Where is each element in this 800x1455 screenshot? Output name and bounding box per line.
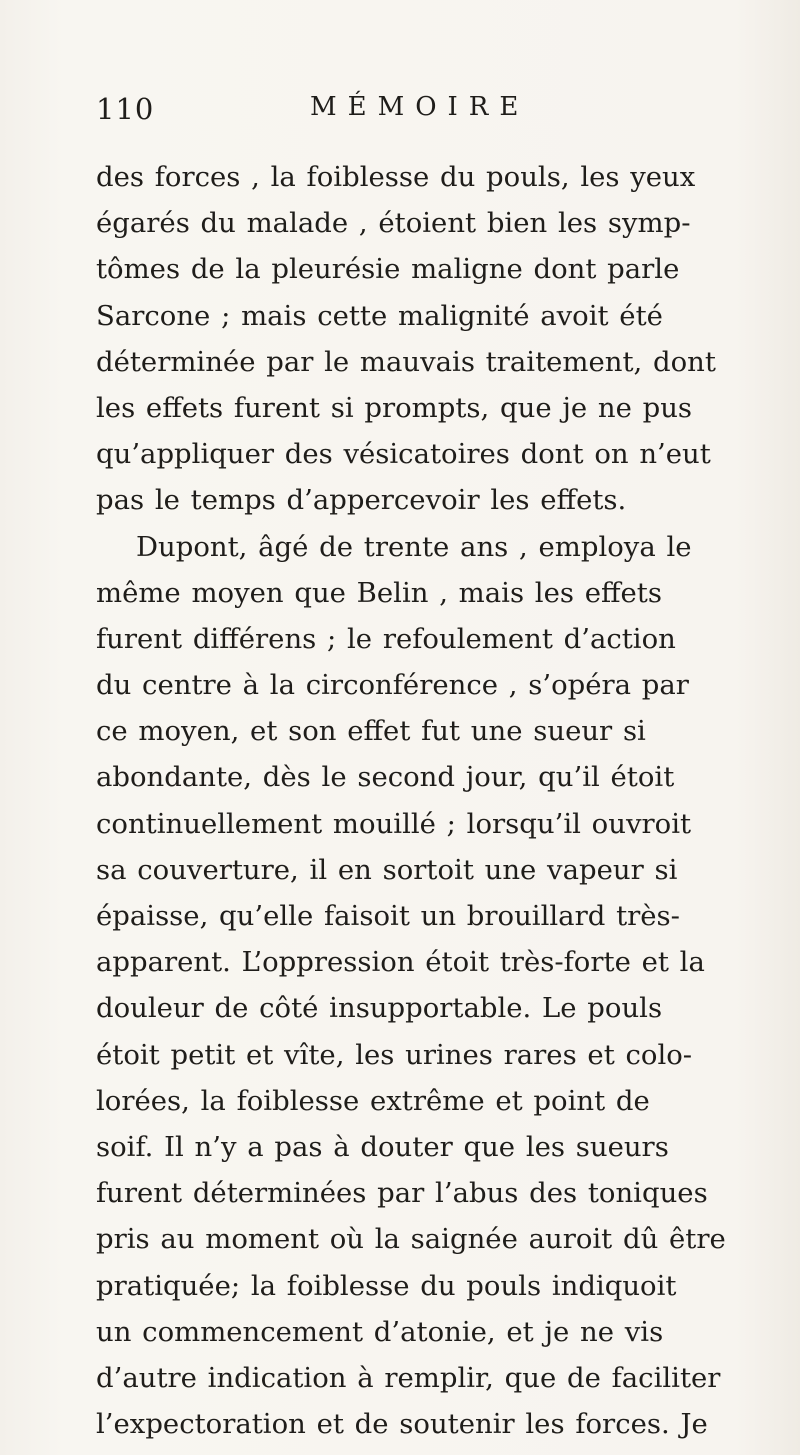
text-line: déterminée par le mauvais traitement, dont — [96, 345, 716, 378]
running-title: MÉMOIRE — [310, 92, 530, 122]
text-line: qu’appliquer des vésicatoires dont on n’eut — [96, 438, 711, 471]
text-line: tômes de la pleurésie maligne dont parle — [96, 253, 680, 286]
text-line: pris au moment où la saignée auroit dû être — [96, 1223, 726, 1256]
text-line: d’autre indication à remplir, que de faciliter — [96, 1361, 721, 1394]
text-line: du centre à la circonférence , s’opéra par — [96, 669, 689, 702]
page-header — [96, 92, 716, 132]
text-line: l’expectoration et de soutenir les forces. Je — [96, 1408, 708, 1441]
text-line: douleur de côté insupportable. Le pouls — [96, 992, 663, 1025]
text-line: égarés du malade , étoient bien les symp- — [96, 207, 691, 240]
text-line: un commencement d’atonie, et je ne vis — [96, 1315, 664, 1348]
text-line: furent déterminées par l’abus des toniques — [96, 1177, 708, 1210]
text-line: pas le temps d’appercevoir les effets. — [96, 484, 627, 517]
text-line: étoit petit et vîte, les urines rares et colo- — [96, 1038, 693, 1071]
text-line: même moyen que Belin , mais les effets — [96, 576, 662, 609]
text-line: des forces , la foiblesse du pouls, les yeux — [96, 161, 696, 193]
text-line: les effets furent si prompts, que je ne pus — [96, 391, 693, 424]
text-line: Sarcone ; mais cette malignité avoit été — [96, 299, 663, 332]
text-line: pratiquée; la foiblesse du pouls indiquoit — [96, 1269, 677, 1302]
text-line: abondante, dès le second jour, qu’il étoit — [96, 761, 675, 794]
text-line: ce moyen, et son effet fut une sueur si — [96, 715, 646, 748]
text-line: continuellement mouillé ; lorsqu’il ouvroit — [96, 807, 692, 840]
text-line: Dupont, âgé de trente ans , employa le — [136, 530, 692, 563]
page-number: 110 — [96, 92, 155, 126]
text-line: apparent. L’oppression étoit très-forte et la — [96, 946, 705, 979]
text-line: lorées, la foiblesse extrême et point de — [96, 1084, 650, 1117]
text-line: furent différens ; le refoulement d’action — [96, 622, 676, 655]
text-line: soif. Il n’y a pas à douter que les sueurs — [96, 1130, 669, 1163]
body-text — [96, 154, 786, 1447]
text-line: sa couverture, il en sortoit une vapeur si — [96, 853, 678, 886]
text-line: épaisse, qu’elle faisoit un brouillard très- — [96, 900, 680, 932]
